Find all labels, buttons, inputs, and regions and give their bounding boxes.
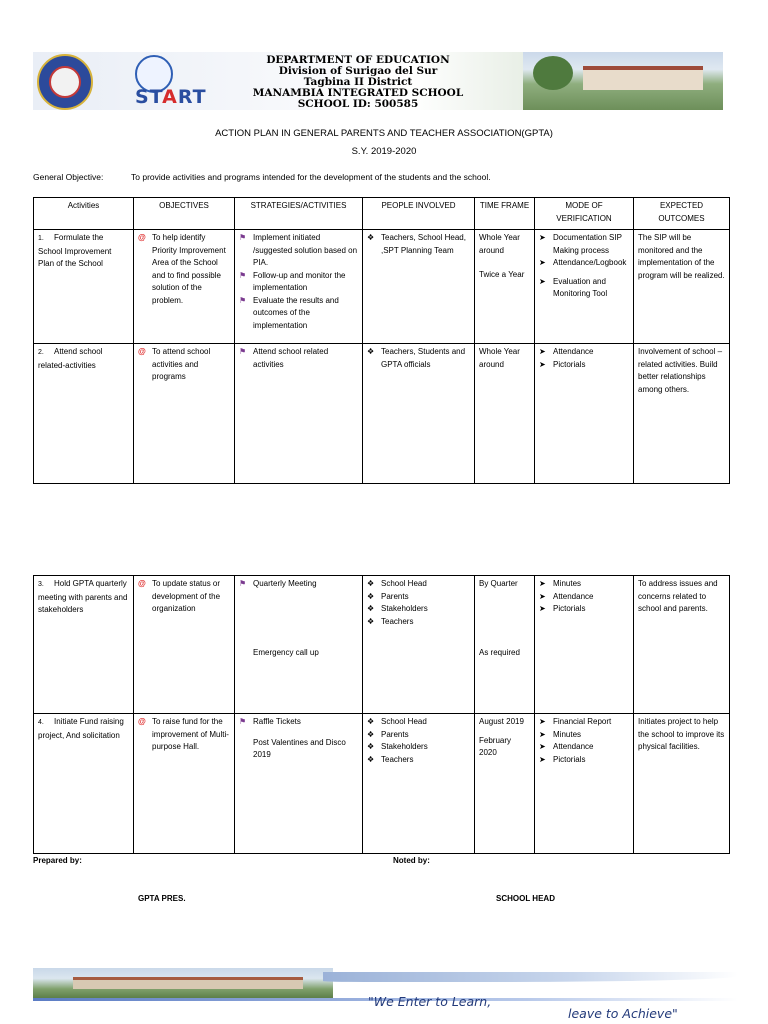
diamond-bullet-icon: ❖ <box>367 717 375 726</box>
objective-cell <box>134 344 235 484</box>
objective-cell <box>134 230 235 344</box>
header-banner <box>33 52 723 110</box>
outcome-cell <box>634 344 730 484</box>
header-line: DEPARTMENT OF EDUCATION <box>266 54 450 66</box>
diamond-bullet-icon: ❖ <box>367 233 375 242</box>
column-header: EXPECTED OUTCOMES <box>634 198 730 230</box>
people-text: Teachers <box>381 616 414 626</box>
time-frame-cell <box>475 230 535 344</box>
people-text: Stakeholders <box>381 742 428 751</box>
activity-cell <box>34 344 134 484</box>
flag-bullet-icon: ⚑ <box>239 233 247 242</box>
row-number: 3. <box>38 581 44 588</box>
row-number: 2. <box>38 349 44 356</box>
arrow-bullet-icon: ➤ <box>539 604 546 613</box>
people-text: Stakeholders <box>381 604 428 613</box>
strategy-text: Implement initiated /suggested solution based on PIA. <box>253 233 358 267</box>
column-header: TIME FRAME <box>475 198 535 230</box>
time-frame-cell <box>475 344 535 484</box>
verification-text: Attendance <box>553 742 594 751</box>
arrow-bullet-icon: ➤ <box>539 742 546 751</box>
arrow-bullet-icon: ➤ <box>539 233 546 242</box>
objective-text: To update status or development of the organization <box>152 579 221 613</box>
objective-text: To provide activities and programs intended for the development of the students and the school. <box>131 172 491 182</box>
time-text: Whole Year around <box>479 233 520 255</box>
activity-cell <box>34 576 134 714</box>
strategy-text: Quarterly Meeting <box>253 579 317 588</box>
decorative-wave <box>323 972 738 982</box>
activity-text: Hold GPTA quarterly meeting with parents and stakeholders <box>38 579 128 614</box>
time-frame-cell <box>475 714 535 854</box>
arrow-bullet-icon: ➤ <box>539 754 546 764</box>
prepared-by-label: Prepared by: <box>33 856 82 865</box>
time-text: Twice a Year <box>479 270 525 279</box>
row-number: 4. <box>38 719 44 726</box>
arrow-bullet-icon: ➤ <box>539 579 546 588</box>
time-text: August 2019 <box>479 717 524 726</box>
column-header: OBJECTIVES <box>134 198 235 230</box>
at-bullet-icon: @ <box>138 233 146 242</box>
verification-text: Attendance/Logbook <box>553 258 627 267</box>
verification-text: Pictorials <box>553 754 586 764</box>
people-text: School Head <box>381 717 427 726</box>
verification-text: Financial Report <box>553 717 612 726</box>
flag-bullet-icon: ⚑ <box>239 717 247 726</box>
outcome-text: Involvement of school –related activities. Build better relationships among others. <box>638 347 723 394</box>
outcome-cell <box>634 230 730 344</box>
diamond-bullet-icon: ❖ <box>367 754 375 764</box>
strategies-cell <box>235 344 363 484</box>
strategy-text: Emergency call up <box>253 647 319 657</box>
objective-cell <box>134 576 235 714</box>
verification-text: Pictorials <box>553 359 586 369</box>
arrow-bullet-icon: ➤ <box>539 717 546 726</box>
objective-text: To help identify Priority Improvement Area of the School and to find possible solution of the problem. <box>152 233 226 305</box>
activity-cell <box>34 230 134 344</box>
school-year: S.Y. 2019-2020 <box>351 146 417 157</box>
document-title: ACTION PLAN IN GENERAL PARENTS AND TEACHER ASSOCIATION(GPTA) <box>215 128 553 139</box>
people-text: School Head <box>381 579 427 588</box>
outcome-cell <box>634 714 730 854</box>
arrow-bullet-icon: ➤ <box>539 347 546 356</box>
verification-text: Attendance <box>553 591 594 601</box>
diamond-bullet-icon: ❖ <box>367 591 375 601</box>
school-campus-photo <box>33 968 333 998</box>
people-text: Teachers, School Head, ,SPT Planning Team <box>381 233 466 255</box>
action-plan-table-continued <box>33 575 730 854</box>
objective-cell <box>134 714 235 854</box>
verification-text: Minutes <box>553 729 582 739</box>
outcome-text: Initiates project to help the school to improve its physical facilities. <box>638 717 725 751</box>
outcome-text: To address issues and concerns related to school and parents. <box>638 579 718 613</box>
header-line: SCHOOL ID: 500585 <box>297 98 419 110</box>
diamond-bullet-icon: ❖ <box>367 616 375 626</box>
strategy-text: Raffle Tickets <box>253 717 301 726</box>
activity-text: Initiate Fund raising project, And solicitation <box>38 717 124 740</box>
people-text: Teachers, Students and GPTA officials <box>381 347 466 369</box>
diamond-bullet-icon: ❖ <box>367 742 375 751</box>
at-bullet-icon: @ <box>138 347 146 356</box>
flag-bullet-icon: ⚑ <box>239 295 247 305</box>
at-bullet-icon: @ <box>138 579 146 588</box>
activity-text: Attend school related-activities <box>38 347 103 370</box>
diamond-bullet-icon: ❖ <box>367 347 375 356</box>
general-objective <box>33 172 491 182</box>
time-text: February 2020 <box>479 735 512 757</box>
verification-text: Attendance <box>553 347 594 356</box>
start-logo: START <box>135 86 207 108</box>
arrow-bullet-icon: ➤ <box>539 359 546 369</box>
outcome-text: The SIP will be monitored and the implementation of the program will be realized. <box>638 233 725 280</box>
arrow-bullet-icon: ➤ <box>539 729 546 739</box>
activity-text: Formulate the School Improvement Plan of the School <box>38 233 112 268</box>
arrow-bullet-icon: ➤ <box>539 591 546 601</box>
arrow-bullet-icon: ➤ <box>539 276 546 286</box>
verification-text: Evaluation and Monitoring Tool <box>553 276 608 298</box>
table-row <box>34 576 730 714</box>
motto-line-2: leave to Achieve" <box>568 1006 678 1018</box>
diamond-bullet-icon: ❖ <box>367 604 375 613</box>
strategy-text: Attend school related activities <box>253 347 329 369</box>
strategy-text: Evaluate the results and outcomes of the implementation <box>253 295 339 330</box>
arrow-bullet-icon: ➤ <box>539 258 546 267</box>
deped-seal-logo <box>37 54 93 110</box>
diamond-bullet-icon: ❖ <box>367 729 375 739</box>
time-text: As required <box>479 647 520 657</box>
table-header-row <box>34 198 730 230</box>
time-frame-cell <box>475 576 535 714</box>
school-photo <box>523 52 723 110</box>
school-head-label: SCHOOL HEAD <box>496 894 555 903</box>
row-number: 1. <box>38 235 44 242</box>
action-plan-table <box>33 197 730 484</box>
verification-cell <box>535 344 634 484</box>
header-line: MANAMBIA INTEGRATED SCHOOL <box>252 87 464 99</box>
people-text: Parents <box>381 591 409 601</box>
header-line: Division of Surigao del Sur <box>278 65 438 77</box>
column-header: STRATEGIES/ACTIVITIES <box>235 198 363 230</box>
flag-bullet-icon: ⚑ <box>239 270 247 280</box>
strategies-cell <box>235 230 363 344</box>
strategies-cell <box>235 576 363 714</box>
table-row <box>34 230 730 344</box>
table-row <box>34 344 730 484</box>
objective-text: To raise fund for the improvement of Multi-purpose Hall. <box>152 717 229 751</box>
strategy-text: Post Valentines and Disco 2019 <box>253 737 346 759</box>
verification-text: Documentation SIP Making process <box>553 233 622 255</box>
people-cell <box>363 714 475 854</box>
strategies-cell <box>235 714 363 854</box>
column-header: PEOPLE INVOLVED <box>363 198 475 230</box>
verification-cell <box>535 576 634 714</box>
table-row <box>34 714 730 854</box>
activity-cell <box>34 714 134 854</box>
verification-cell <box>535 230 634 344</box>
noted-by-label: Noted by: <box>393 856 430 865</box>
objective-label: General Objective: <box>33 172 104 182</box>
verification-text: Minutes <box>553 579 582 588</box>
at-bullet-icon: @ <box>138 717 146 726</box>
column-header: MODE OF VERIFICATION <box>535 198 634 230</box>
flag-bullet-icon: ⚑ <box>239 579 247 588</box>
motto-line-1: "We Enter to Learn, <box>368 994 492 1009</box>
diamond-bullet-icon: ❖ <box>367 579 375 588</box>
people-text: Teachers <box>381 754 414 764</box>
time-text: By Quarter <box>479 579 518 588</box>
people-cell <box>363 230 475 344</box>
strategy-text: Follow-up and monitor the implementation <box>253 270 346 292</box>
column-header: Activities <box>34 198 134 230</box>
people-cell <box>363 344 475 484</box>
outcome-cell <box>634 576 730 714</box>
footer-banner <box>33 968 738 1018</box>
flag-bullet-icon: ⚑ <box>239 347 247 356</box>
verification-text: Pictorials <box>553 604 586 613</box>
time-text: Whole Year around <box>479 347 520 369</box>
people-text: Parents <box>381 729 409 739</box>
verification-cell <box>535 714 634 854</box>
people-cell <box>363 576 475 714</box>
header-line: Tagbina II District <box>303 76 413 88</box>
objective-text: To attend school activities and programs <box>152 347 211 381</box>
header-text <box>193 55 523 110</box>
gpta-pres-label: GPTA PRES. <box>138 894 186 903</box>
